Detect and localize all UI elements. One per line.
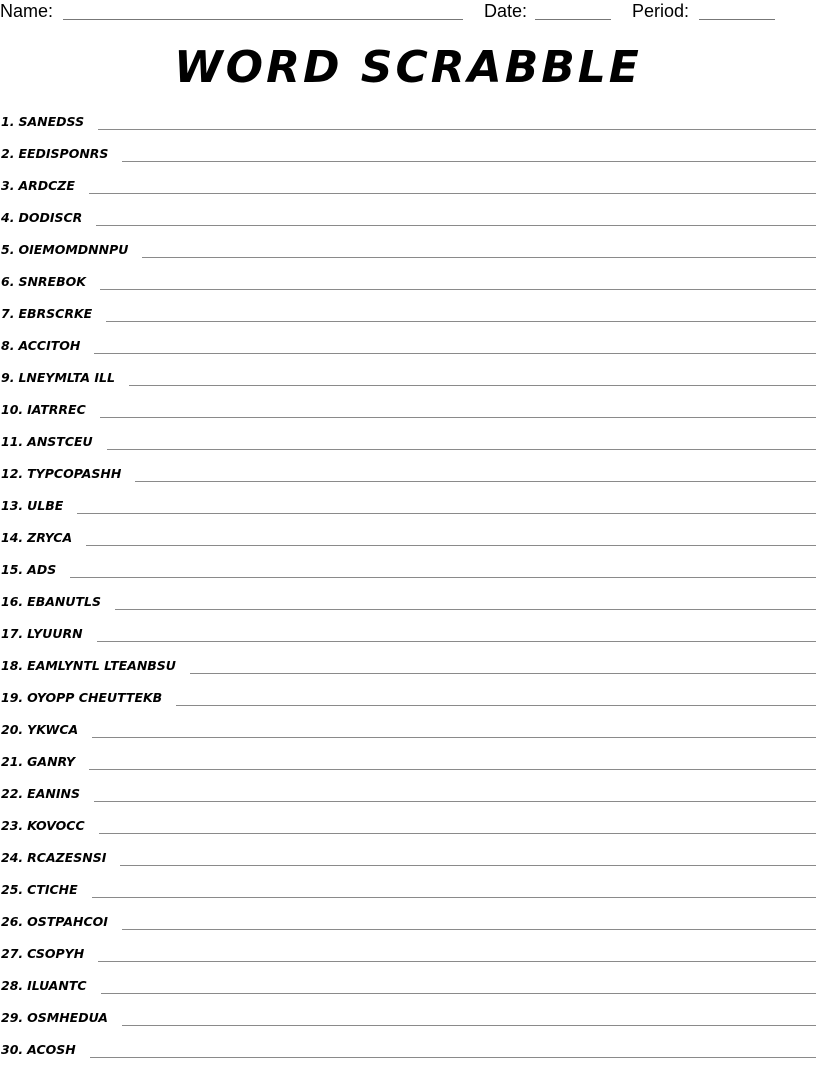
scrambled-word xyxy=(0,560,56,580)
scrambled-letters: RCAZESNSI xyxy=(27,850,107,865)
scrambled-letters: LNEYMLTA ILL xyxy=(18,370,115,385)
item-number: 1. xyxy=(1,114,15,129)
answer-line[interactable] xyxy=(101,993,816,994)
answer-line[interactable] xyxy=(129,385,816,386)
item-number: 23. xyxy=(1,818,24,833)
scrambled-letters: ACOSH xyxy=(27,1042,76,1057)
list-item xyxy=(0,592,816,624)
scrambled-word xyxy=(0,240,128,260)
scrambled-word xyxy=(0,304,92,324)
item-number: 5. xyxy=(1,242,15,257)
item-number: 11. xyxy=(1,434,24,449)
scrambled-letters: YKWCA xyxy=(27,722,79,737)
scrambled-word xyxy=(0,976,87,996)
item-number: 27. xyxy=(1,946,24,961)
answer-line[interactable] xyxy=(97,641,816,642)
worksheet-header xyxy=(0,0,816,24)
scrambled-word xyxy=(0,272,86,292)
item-number: 14. xyxy=(1,530,24,545)
scrambled-letters: EBRSCRKE xyxy=(18,306,93,321)
answer-line[interactable] xyxy=(100,417,816,418)
scrambled-letters: OYOPP CHEUTTEKB xyxy=(27,690,163,705)
list-item xyxy=(0,944,816,976)
scrambled-letters: KOVOCC xyxy=(27,818,85,833)
scrambled-letters: ARDCZE xyxy=(18,178,75,193)
scrambled-word xyxy=(0,1040,76,1060)
list-item xyxy=(0,400,816,432)
answer-line[interactable] xyxy=(98,961,816,962)
item-number: 6. xyxy=(1,274,15,289)
item-number: 30. xyxy=(1,1042,24,1057)
list-item xyxy=(0,528,816,560)
answer-line[interactable] xyxy=(115,609,816,610)
answer-line[interactable] xyxy=(176,705,816,706)
list-item xyxy=(0,816,816,848)
scrambled-word xyxy=(0,464,121,484)
answer-line[interactable] xyxy=(120,865,816,866)
scrambled-letters: ADS xyxy=(27,562,57,577)
item-number: 24. xyxy=(1,850,24,865)
list-item xyxy=(0,912,816,944)
answer-line[interactable] xyxy=(86,545,816,546)
answer-line[interactable] xyxy=(90,1057,816,1058)
answer-line[interactable] xyxy=(190,673,816,674)
list-item xyxy=(0,496,816,528)
item-number: 28. xyxy=(1,978,24,993)
item-number: 15. xyxy=(1,562,24,577)
list-item xyxy=(0,112,816,144)
list-item xyxy=(0,560,816,592)
list-item xyxy=(0,848,816,880)
list-item xyxy=(0,432,816,464)
scrambled-word xyxy=(0,432,93,452)
word-list xyxy=(0,112,816,1072)
scrambled-letters: OSTPAHCOI xyxy=(27,914,108,929)
scrambled-word xyxy=(0,496,63,516)
item-number: 26. xyxy=(1,914,24,929)
answer-line[interactable] xyxy=(135,481,816,482)
scrambled-letters: ULBE xyxy=(27,498,64,513)
scrambled-letters: SANEDSS xyxy=(18,114,85,129)
list-item xyxy=(0,176,816,208)
item-number: 21. xyxy=(1,754,24,769)
item-number: 22. xyxy=(1,786,24,801)
answer-line[interactable] xyxy=(89,769,816,770)
scrambled-word xyxy=(0,1008,108,1028)
list-item xyxy=(0,304,816,336)
date-label: Date: xyxy=(484,1,528,21)
answer-line[interactable] xyxy=(94,801,816,802)
list-item xyxy=(0,976,816,1008)
list-item xyxy=(0,784,816,816)
list-item xyxy=(0,1040,816,1072)
scrambled-letters: OIEMOMDNNPU xyxy=(18,242,129,257)
answer-line[interactable] xyxy=(77,513,816,514)
scrambled-letters: ACCITOH xyxy=(18,338,81,353)
item-number: 4. xyxy=(1,210,15,225)
list-item xyxy=(0,656,816,688)
scrambled-word xyxy=(0,880,78,900)
answer-line[interactable] xyxy=(107,449,816,450)
answer-line[interactable] xyxy=(94,353,816,354)
scrambled-word xyxy=(0,784,80,804)
scrambled-word xyxy=(0,656,176,676)
list-item xyxy=(0,208,816,240)
item-number: 12. xyxy=(1,466,24,481)
item-number: 2. xyxy=(1,146,15,161)
answer-line[interactable] xyxy=(99,833,816,834)
list-item xyxy=(0,752,816,784)
list-item xyxy=(0,624,816,656)
scrambled-letters: DODISCR xyxy=(18,210,83,225)
item-number: 13. xyxy=(1,498,24,513)
scrambled-letters: EANINS xyxy=(27,786,80,801)
scrambled-word xyxy=(0,848,106,868)
scrambled-word xyxy=(0,688,162,708)
item-number: 18. xyxy=(1,658,24,673)
scrambled-word xyxy=(0,208,82,228)
answer-line[interactable] xyxy=(70,577,816,578)
list-item xyxy=(0,272,816,304)
scrambled-word xyxy=(0,720,78,740)
item-number: 3. xyxy=(1,178,15,193)
scrambled-letters: OSMHEDUA xyxy=(27,1010,108,1025)
list-item xyxy=(0,368,816,400)
list-item xyxy=(0,688,816,720)
scrambled-letters: EEDISPONRS xyxy=(18,146,109,161)
date-field-line[interactable] xyxy=(535,19,611,20)
list-item xyxy=(0,336,816,368)
item-number: 29. xyxy=(1,1010,24,1025)
scrambled-letters: ILUANTC xyxy=(27,978,87,993)
item-number: 17. xyxy=(1,626,24,641)
scrambled-word xyxy=(0,176,75,196)
scrambled-word xyxy=(0,624,83,644)
item-number: 20. xyxy=(1,722,24,737)
scrambled-word xyxy=(0,400,86,420)
scrambled-word xyxy=(0,752,75,772)
name-label: Name: xyxy=(0,1,54,21)
answer-line[interactable] xyxy=(89,193,816,194)
answer-line[interactable] xyxy=(122,929,816,930)
scrambled-letters: EAMLYNTL LTEANBSU xyxy=(27,658,176,673)
scrambled-word xyxy=(0,112,84,132)
scrambled-letters: ANSTCEU xyxy=(27,434,93,449)
scrambled-letters: CSOPYH xyxy=(27,946,85,961)
scrambled-letters: GANRY xyxy=(27,754,76,769)
worksheet-title: WORD SCRABBLE xyxy=(174,42,642,93)
scrambled-word xyxy=(0,368,115,388)
scrambled-word xyxy=(0,144,108,164)
scrambled-word xyxy=(0,944,84,964)
item-number: 8. xyxy=(1,338,15,353)
scrambled-word xyxy=(0,336,80,356)
list-item xyxy=(0,880,816,912)
item-number: 25. xyxy=(1,882,24,897)
answer-line[interactable] xyxy=(96,225,816,226)
scrambled-word xyxy=(0,816,85,836)
scrambled-letters: IATRREC xyxy=(27,402,86,417)
list-item xyxy=(0,240,816,272)
scrambled-word xyxy=(0,528,72,548)
answer-line[interactable] xyxy=(106,321,816,322)
scrambled-letters: TYPCOPASHH xyxy=(27,466,122,481)
scrambled-letters: CTICHE xyxy=(27,882,78,897)
scrambled-word xyxy=(0,592,101,612)
item-number: 9. xyxy=(1,370,15,385)
item-number: 19. xyxy=(1,690,24,705)
answer-line[interactable] xyxy=(122,161,816,162)
period-field-line[interactable] xyxy=(699,19,775,20)
item-number: 10. xyxy=(1,402,24,417)
scrambled-letters: SNREBOK xyxy=(18,274,86,289)
list-item xyxy=(0,1008,816,1040)
scrambled-letters: ZRYCA xyxy=(27,530,73,545)
period-label: Period: xyxy=(632,1,690,21)
list-item xyxy=(0,144,816,176)
answer-line[interactable] xyxy=(92,897,816,898)
answer-line[interactable] xyxy=(92,737,816,738)
name-field-line[interactable] xyxy=(63,19,463,20)
answer-line[interactable] xyxy=(98,129,816,130)
item-number: 7. xyxy=(1,306,15,321)
answer-line[interactable] xyxy=(100,289,816,290)
scrambled-letters: LYUURN xyxy=(27,626,83,641)
answer-line[interactable] xyxy=(142,257,816,258)
scrambled-letters: EBANUTLS xyxy=(27,594,102,609)
item-number: 16. xyxy=(1,594,24,609)
answer-line[interactable] xyxy=(122,1025,816,1026)
scrambled-word xyxy=(0,912,108,932)
list-item xyxy=(0,720,816,752)
list-item xyxy=(0,464,816,496)
